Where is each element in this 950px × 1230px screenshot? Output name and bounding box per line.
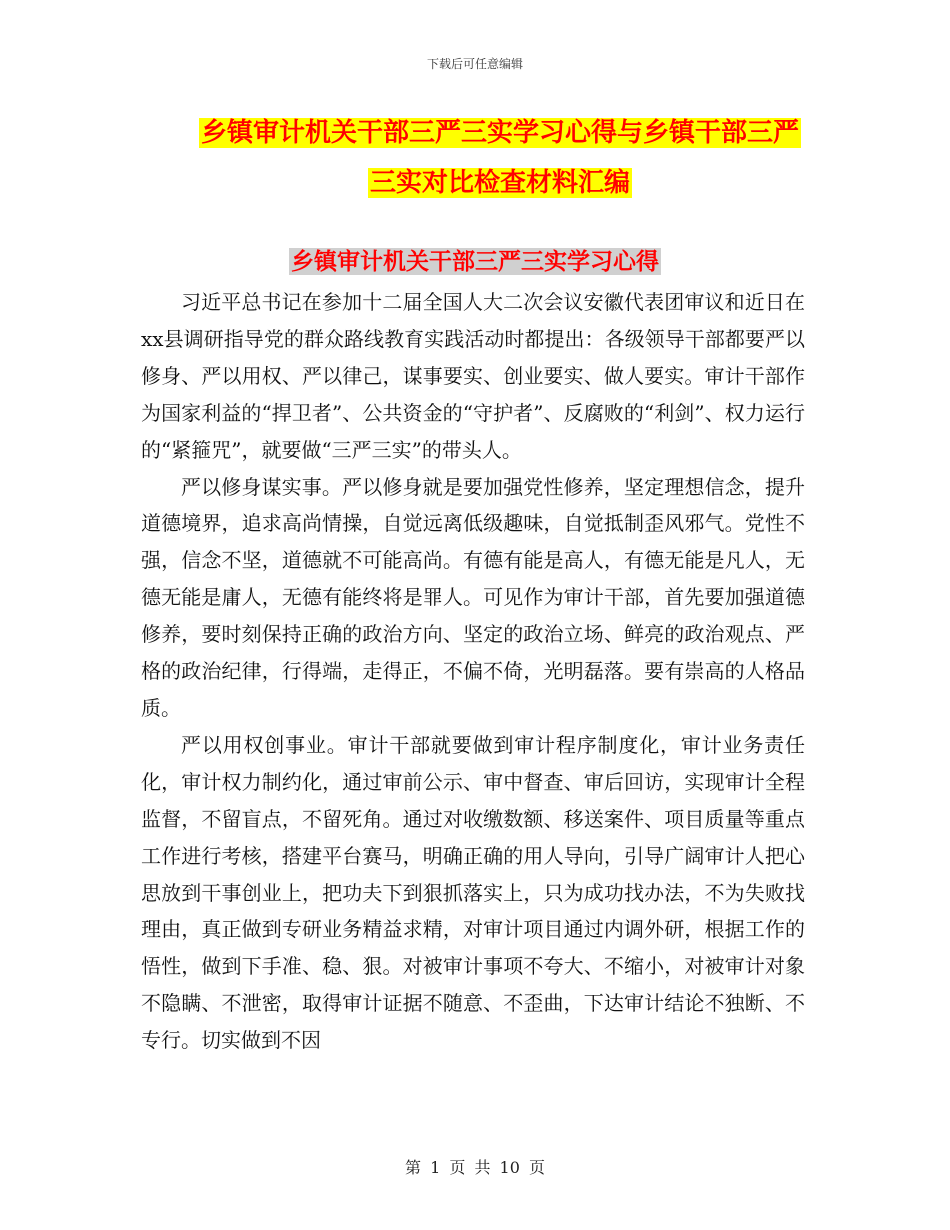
title-line-2 [190,158,810,208]
body-text [141,284,805,1059]
header-note: 下载后可任意编辑 [426,57,523,71]
document-title [190,108,810,208]
paragraph-1: 习近平总书记在参加十二届全国人大二次会议安徽代表团审议和近日在xx县调研指导党的群众路线教育实践活动时都提出：各级领导干部都要严以修身、严以用权、严以律己，谋事要实、创业要实、做人要实。审计干部作为国家利益的“捍卫者”、公共资金的“守护者”、反腐败的“利剑”、权力运行的“紧箍咒”，就要做“三严三实”的带头人。 [141,290,805,462]
section-heading-text: 乡镇审计机关干部三严三实学习心得 [291,248,659,275]
title-line-2-text: 三实对比检查材料汇编 [369,168,630,198]
section-heading [0,244,950,280]
title-line-1 [190,108,810,158]
title-line-1-text: 乡镇审计机关干部三严三实学习心得与乡镇干部三严 [200,118,799,148]
page-footer: 第 1 页 共 10 页 [405,1158,545,1177]
paragraph-2: 严以修身谋实事。严以修身就是要加强党性修养，坚定理想信念，提升道德境界，追求高尚情操，自觉远离低级趣味，自觉抵制歪风邪气。党性不强，信念不坚，道德就不可能高尚。有德有能是高人，有德无能是凡人，无德无能是庸人，无德有能终将是罪人。可见作为审计干部，首先要加强道德修养，要时刻保持正确的政治方向、坚定的政治立场、鲜亮的政治观点、严格的政治纪律，行得端，走得正，不偏不倚，光明磊落。要有崇高的人格品质。 [141,474,805,720]
paragraph-3: 严以用权创事业。审计干部就要做到审计程序制度化，审计业务责任化，审计权力制约化，通过审前公示、审中督查、审后回访，实现审计全程监督，不留盲点，不留死角。通过对收缴数额、移送案件、项目质量等重点工作进行考核，搭建平台赛马，明确正确的用人导向，引导广阔审计人把心思放到干事创业上，把功夫下到狠抓落实上，只为成功找办法，不为失败找理由，真正做到专研业务精益求精，对审计项目通过内调外研，根据工作的悟性，做到下手准、稳、狠。对被审计事项不夸大、不缩小，对被审计对象不隐瞒、不泄密，取得审计证据不随意、不歪曲，下达审计结论不独断、不专行。切实做到不因 [141,732,805,1053]
